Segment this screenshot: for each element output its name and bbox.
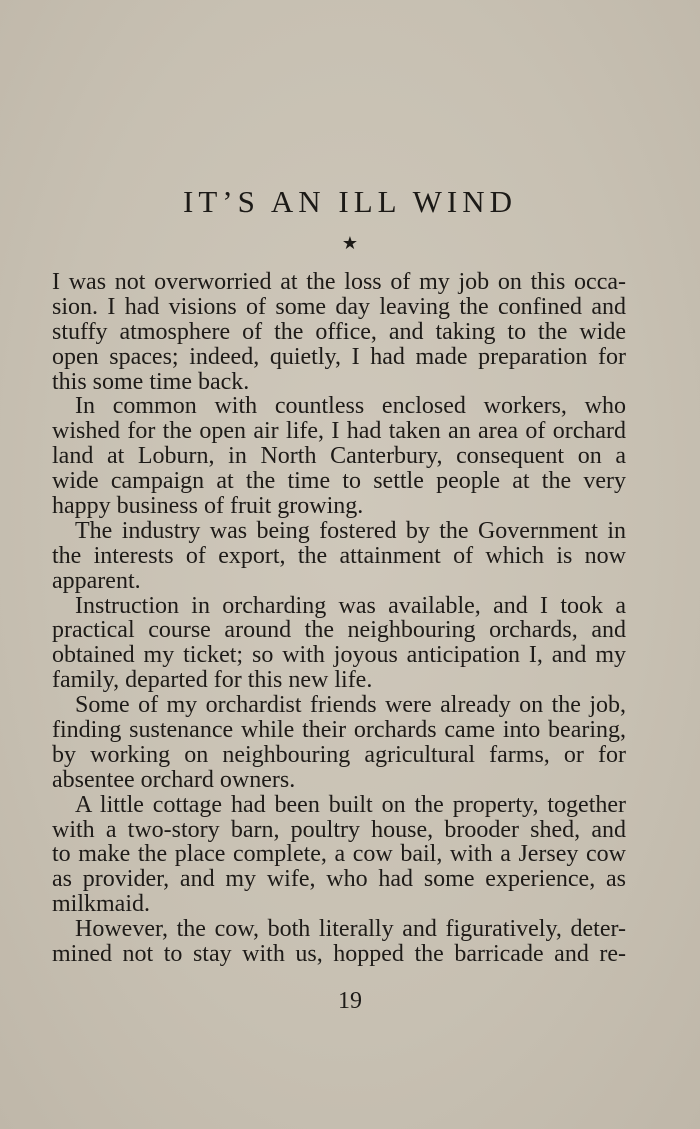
text-line: milkmaid. [52, 891, 150, 918]
text-line: happy business of fruit growing. [52, 493, 364, 520]
text-line: family, departed for this new life. [52, 667, 373, 694]
star-ornament-icon: ★ [341, 233, 359, 254]
text-line: the interests of export, the attainment of which is now [52, 542, 626, 569]
text-line: wished for the open air life, I had taken an area of orchard [52, 418, 626, 445]
text-line: open spaces; indeed, quietly, I had made preparation for [52, 343, 626, 370]
text-line: However, the cow, both literally and figuratively, deter- [75, 916, 626, 943]
chapter-title: IT’S AN ILL WIND [183, 184, 517, 219]
text-line: In common with countless enclosed workers, who [75, 393, 626, 420]
text-line: with a two-story barn, poultry house, brooder shed, and [52, 816, 626, 843]
text-line: Instruction in orcharding was available, and I took a [75, 592, 626, 619]
text-line: practical course around the neighbouring orchards, and [52, 617, 626, 644]
text-line: apparent. [52, 567, 141, 594]
text-line: I was not overworried at the loss of my job on this occa- [52, 269, 626, 295]
text-line: sion. I had visions of some day leaving the confined and [52, 293, 626, 320]
page-number: 19 [338, 988, 362, 1014]
text-line: obtained my ticket; so with joyous anticipation I, and my [52, 642, 626, 669]
text-line: mined not to stay with us, hopped the barricade and re- [52, 941, 626, 968]
text-line: wide campaign at the time to settle people at the very [52, 468, 626, 495]
text-line: to make the place complete, a cow bail, with a Jersey cow [52, 841, 626, 868]
text-line: this some time back. [52, 368, 250, 395]
text-line: A little cottage had been built on the property, together [75, 791, 626, 818]
text-line: Some of my orchardist friends were already on the job, [75, 692, 626, 719]
text-line: land at Loburn, in North Canterbury, consequent on a [52, 443, 626, 470]
text-line: absentee orchard owners. [52, 766, 296, 793]
body-text [52, 270, 626, 967]
text-line: by working on neighbouring agricultural farms, or for [52, 741, 626, 768]
text-line: as provider, and my wife, who had some experience, as [52, 866, 626, 893]
text-line: stuffy atmosphere of the office, and taking to the wide [52, 318, 626, 345]
text-line: finding sustenance while their orchards came into bearing, [52, 717, 626, 744]
text-line: The industry was being fostered by the Government in [75, 517, 626, 544]
